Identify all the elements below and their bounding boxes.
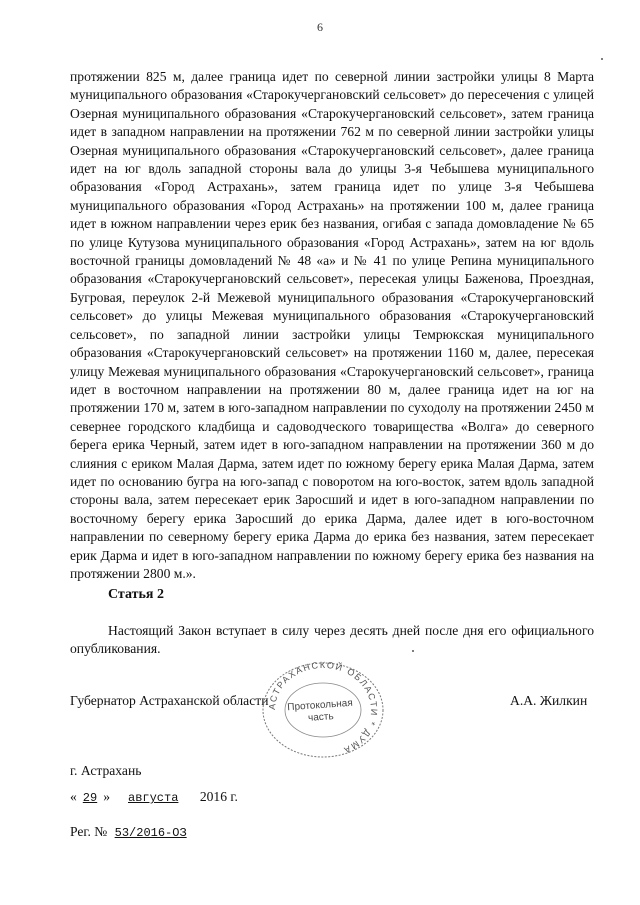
signatory-name: А.А. Жилкин — [510, 693, 588, 708]
date-day: 29 — [82, 791, 98, 805]
date-month: августа — [128, 791, 179, 805]
signatory-position: Губернатор Астраханской области — [70, 693, 269, 708]
speck-mark — [412, 650, 414, 652]
date-open-quote: « — [70, 789, 77, 804]
stamp-center-text: Протокольная часть — [286, 697, 354, 724]
page-number: 6 — [317, 20, 323, 34]
article-text: Настоящий Закон вступает в силу через десять дней после дня его официального опубликования. — [70, 623, 594, 657]
registration-number — [70, 824, 191, 840]
date-year: 2016 г. — [199, 789, 238, 804]
boundary-description-paragraph: протяжении 825 м, далее граница идет по северной линии застройки улицы 8 Марта муниципального образования «Старокучергановский сельсовет» до пересечения с улицей Озерная муниципального образования «Старокучергановский сельсовет», затем граница идет в западном направлении на протяжении 762 м по северной линии застройки улицы Озерная муниципального образования «Старокучергановский сельсовет», далее граница идет на юг вдоль западной стороны вала до улицы 3-я Чебышева муниципального образования «Город Астрахань», затем граница идет по улице 3-я Чебышева муниципального образования «Город Астрахань» на протяжении 100 м, далее граница идет в южном направлении через ерик без названия, огибая с запада домовладение № 65 по улице Кутузова муниципального образования «Город Астрахань», затем на юг вдоль восточной границы домовладений № 48 «а» и № 41 по улице Репина муниципального образования «Старокучергановский сельсовет», пересекая улицы Баженова, Проездная, Бугровая, переулок 2-й Межевой муниципального образования «Старокучергановский сельсовет» до улицы Межевая муниципального образования «Старокучергановский сельсовет», по западной линии застройки улицы Темрюкская муниципального образования «Старокучергановский сельсовет» на протяжении 1160 м, далее, пересекая улицу Межевая муниципального образования «Старокучергановский сельсовет», граница идет в восточном направлении на протяжении 80 м, далее граница идет на юг на протяжении 170 м, затем в юго-западном направлении по суходолу на протяжении 2450 м севернее городского кладбища и садоводческого товарищества «Волга» до северного берега ерика Черный, затем идет в юго-западном направлении на протяжении 360 м до слияния с ериком Малая Дарма, затем идет по южному берегу ерика Малая Дарма, затем идет по основанию бугра на юго-запад с поворотом на юго-восток, затем вдоль западной стороны вала, затем пересекает ерик Заросший и идет в юго-западном направлении по восточному берегу ерика Заросший до ерика Дарма, далее идет в юго-восточном направлении по северному берегу ерика Дарма до ерика без названия, затем пересекает ерик Дарма и идет в юго-западном направлении по южному берегу ерика без названия на протяжении 2800 м.». — [70, 69, 594, 581]
date-close-quote: » — [103, 789, 110, 804]
registration-value: 53/2016-ОЗ — [114, 826, 187, 840]
law-text-body — [70, 68, 594, 583]
article-heading: Статья 2 — [108, 587, 164, 602]
signing-place: г. Астрахань — [70, 763, 142, 778]
registration-label: Рег. № — [70, 824, 108, 839]
speck-mark — [601, 58, 603, 60]
stamp-ring-text: АСТРАХАНСКОЙ ОБЛАСТИ * ДУМА — [266, 660, 380, 756]
signing-date — [70, 789, 238, 805]
